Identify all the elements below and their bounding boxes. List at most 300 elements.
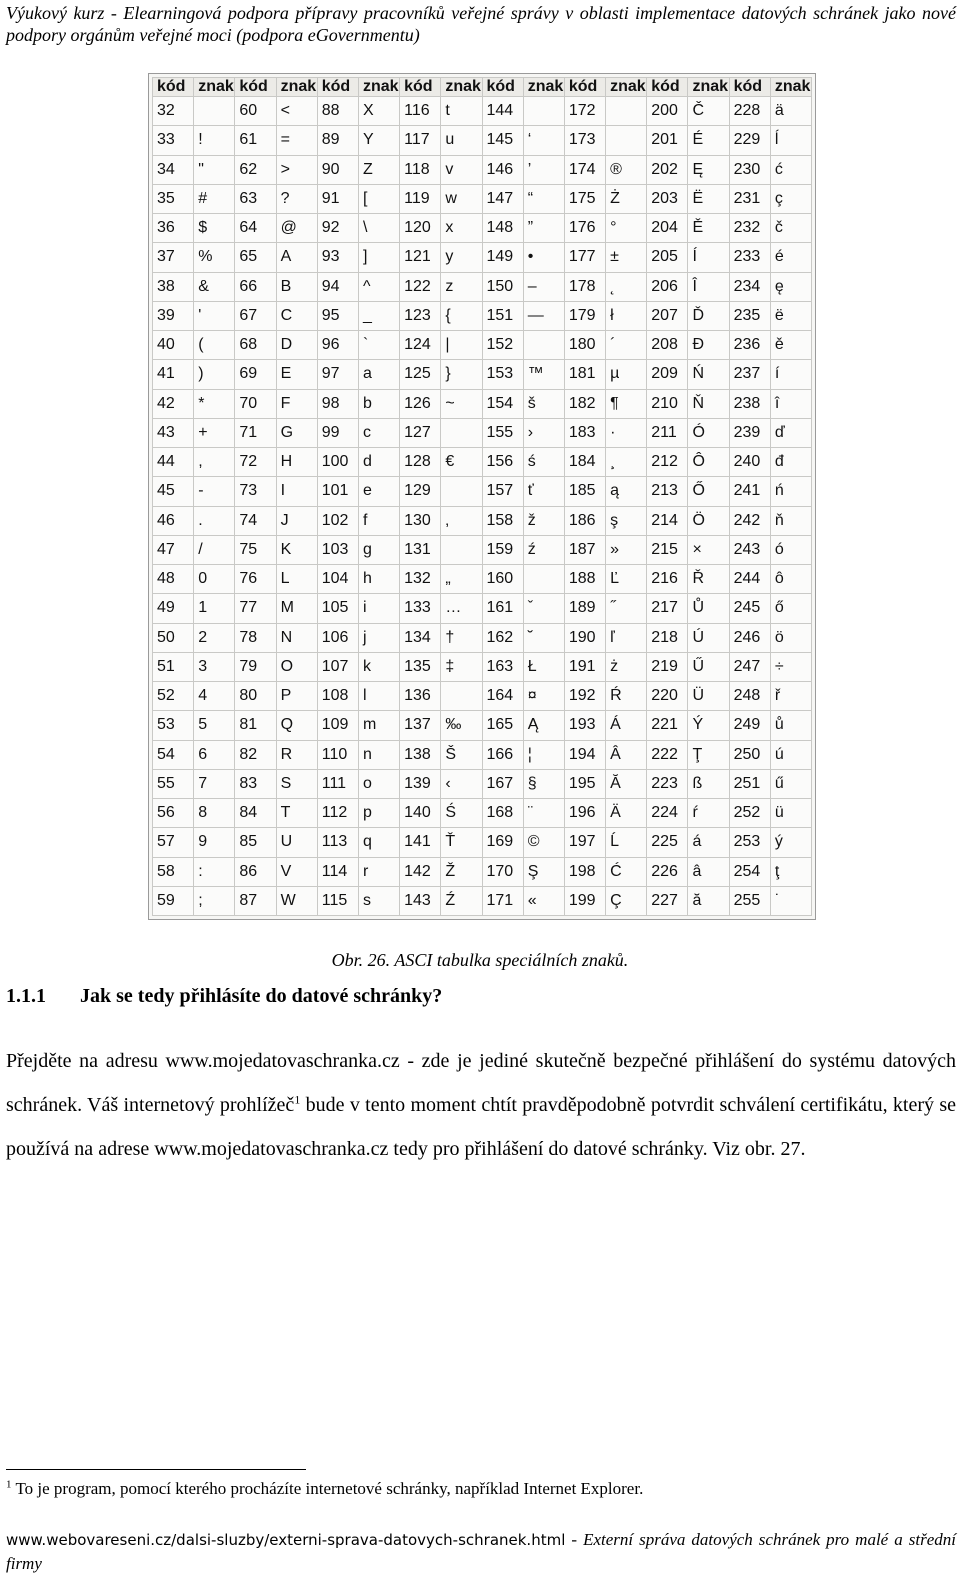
table-row bbox=[153, 126, 812, 155]
code-cell: 131 bbox=[400, 535, 441, 564]
code-cell: 32 bbox=[153, 97, 194, 126]
code-cell: 65 bbox=[235, 243, 276, 272]
char-cell: · bbox=[606, 418, 647, 447]
char-cell: € bbox=[441, 448, 482, 477]
char-cell: L bbox=[276, 565, 317, 594]
header-cell-code: kód bbox=[729, 78, 770, 97]
char-cell: k bbox=[358, 652, 399, 681]
code-cell: 107 bbox=[317, 652, 358, 681]
code-cell: 89 bbox=[317, 126, 358, 155]
code-cell: 123 bbox=[400, 301, 441, 330]
code-cell: 106 bbox=[317, 623, 358, 652]
code-cell: 154 bbox=[482, 389, 523, 418]
table-row bbox=[153, 594, 812, 623]
char-cell: Ă bbox=[606, 769, 647, 798]
char-cell: M bbox=[276, 594, 317, 623]
code-cell: 170 bbox=[482, 857, 523, 886]
char-cell: p bbox=[358, 799, 399, 828]
table-row bbox=[153, 243, 812, 272]
char-cell: ‚ bbox=[441, 506, 482, 535]
table-row bbox=[153, 535, 812, 564]
code-cell: 73 bbox=[235, 477, 276, 506]
char-cell: f bbox=[358, 506, 399, 535]
char-cell: ć bbox=[770, 155, 811, 184]
char-cell: D bbox=[276, 331, 317, 360]
code-cell: 119 bbox=[400, 184, 441, 213]
code-cell: 62 bbox=[235, 155, 276, 184]
char-cell: Ó bbox=[688, 418, 729, 447]
char-cell: ˘ bbox=[523, 623, 564, 652]
code-cell: 112 bbox=[317, 799, 358, 828]
code-cell: 56 bbox=[153, 799, 194, 828]
char-cell: Ű bbox=[688, 652, 729, 681]
char-cell: ž bbox=[523, 506, 564, 535]
char-cell: ° bbox=[606, 214, 647, 243]
char-cell: : bbox=[194, 857, 235, 886]
code-cell: 169 bbox=[482, 828, 523, 857]
char-cell: = bbox=[276, 126, 317, 155]
char-cell: N bbox=[276, 623, 317, 652]
code-cell: 196 bbox=[564, 799, 605, 828]
code-cell: 92 bbox=[317, 214, 358, 243]
char-cell: ˝ bbox=[606, 594, 647, 623]
char-cell: ^ bbox=[358, 272, 399, 301]
code-cell: 252 bbox=[729, 799, 770, 828]
char-cell: ą bbox=[606, 477, 647, 506]
char-cell: e bbox=[358, 477, 399, 506]
code-cell: 104 bbox=[317, 565, 358, 594]
code-cell: 71 bbox=[235, 418, 276, 447]
char-cell: | bbox=[441, 331, 482, 360]
char-cell: T bbox=[276, 799, 317, 828]
paragraph-text-1: Přejděte na adresu www.mojedatovaschranka.cz - zde je jediné skutečně bezpečné přihlášení do systému datových schránek. Váš internetový prohlížeč bbox=[6, 1050, 956, 1116]
code-cell: 187 bbox=[564, 535, 605, 564]
body-paragraph bbox=[6, 1039, 956, 1171]
table-row bbox=[153, 301, 812, 330]
code-cell: 133 bbox=[400, 594, 441, 623]
code-cell: 235 bbox=[729, 301, 770, 330]
code-cell: 83 bbox=[235, 769, 276, 798]
char-cell: ş bbox=[606, 506, 647, 535]
char-cell: / bbox=[194, 535, 235, 564]
char-cell: 8 bbox=[194, 799, 235, 828]
code-cell: 80 bbox=[235, 682, 276, 711]
char-cell: " bbox=[194, 155, 235, 184]
code-cell: 72 bbox=[235, 448, 276, 477]
code-cell: 180 bbox=[564, 331, 605, 360]
code-cell: 198 bbox=[564, 857, 605, 886]
header-cell-code: kód bbox=[153, 78, 194, 97]
char-cell: ň bbox=[770, 506, 811, 535]
code-cell: 171 bbox=[482, 886, 523, 915]
code-cell: 35 bbox=[153, 184, 194, 213]
code-cell: 178 bbox=[564, 272, 605, 301]
char-cell: ĺ bbox=[770, 126, 811, 155]
footnote bbox=[6, 1478, 643, 1500]
table-row bbox=[153, 711, 812, 740]
code-cell: 215 bbox=[647, 535, 688, 564]
char-cell: 2 bbox=[194, 623, 235, 652]
code-cell: 76 bbox=[235, 565, 276, 594]
code-cell: 151 bbox=[482, 301, 523, 330]
code-cell: 33 bbox=[153, 126, 194, 155]
char-cell: R bbox=[276, 740, 317, 769]
code-cell: 207 bbox=[647, 301, 688, 330]
char-cell: ä bbox=[770, 97, 811, 126]
code-cell: 188 bbox=[564, 565, 605, 594]
char-cell: o bbox=[358, 769, 399, 798]
char-cell: Á bbox=[606, 711, 647, 740]
code-cell: 161 bbox=[482, 594, 523, 623]
table-row bbox=[153, 97, 812, 126]
code-cell: 69 bbox=[235, 360, 276, 389]
code-cell: 186 bbox=[564, 506, 605, 535]
header-cell-char: znak bbox=[770, 78, 811, 97]
code-cell: 45 bbox=[153, 477, 194, 506]
code-cell: 217 bbox=[647, 594, 688, 623]
code-cell: 175 bbox=[564, 184, 605, 213]
char-cell: s bbox=[358, 886, 399, 915]
code-cell: 34 bbox=[153, 155, 194, 184]
code-cell: 141 bbox=[400, 828, 441, 857]
table-row bbox=[153, 448, 812, 477]
char-cell: „ bbox=[441, 565, 482, 594]
char-cell: K bbox=[276, 535, 317, 564]
char-cell: Ď bbox=[688, 301, 729, 330]
code-cell: 138 bbox=[400, 740, 441, 769]
code-cell: 50 bbox=[153, 623, 194, 652]
code-cell: 237 bbox=[729, 360, 770, 389]
char-cell: ř bbox=[770, 682, 811, 711]
char-cell: … bbox=[441, 594, 482, 623]
code-cell: 199 bbox=[564, 886, 605, 915]
char-cell bbox=[441, 535, 482, 564]
char-cell: q bbox=[358, 828, 399, 857]
code-cell: 39 bbox=[153, 301, 194, 330]
table-row bbox=[153, 799, 812, 828]
char-cell: B bbox=[276, 272, 317, 301]
code-cell: 165 bbox=[482, 711, 523, 740]
code-cell: 246 bbox=[729, 623, 770, 652]
code-cell: 74 bbox=[235, 506, 276, 535]
char-cell: ; bbox=[194, 886, 235, 915]
code-cell: 93 bbox=[317, 243, 358, 272]
code-cell: 173 bbox=[564, 126, 605, 155]
code-cell: 108 bbox=[317, 682, 358, 711]
table-row bbox=[153, 418, 812, 447]
char-cell: Í bbox=[688, 243, 729, 272]
char-cell: x bbox=[441, 214, 482, 243]
char-cell bbox=[523, 331, 564, 360]
char-cell: đ bbox=[770, 448, 811, 477]
code-cell: 57 bbox=[153, 828, 194, 857]
code-cell: 149 bbox=[482, 243, 523, 272]
code-cell: 115 bbox=[317, 886, 358, 915]
table-row bbox=[153, 623, 812, 652]
char-cell: ů bbox=[770, 711, 811, 740]
code-cell: 203 bbox=[647, 184, 688, 213]
table-row bbox=[153, 506, 812, 535]
code-cell: 79 bbox=[235, 652, 276, 681]
code-cell: 241 bbox=[729, 477, 770, 506]
code-cell: 245 bbox=[729, 594, 770, 623]
char-cell: + bbox=[194, 418, 235, 447]
char-cell: , bbox=[194, 448, 235, 477]
code-cell: 43 bbox=[153, 418, 194, 447]
char-cell: ł bbox=[606, 301, 647, 330]
char-cell: ¸ bbox=[606, 448, 647, 477]
char-cell: ý bbox=[770, 828, 811, 857]
code-cell: 223 bbox=[647, 769, 688, 798]
char-cell: “ bbox=[523, 184, 564, 213]
code-cell: 142 bbox=[400, 857, 441, 886]
code-cell: 191 bbox=[564, 652, 605, 681]
section-heading bbox=[6, 984, 442, 1008]
table-row bbox=[153, 769, 812, 798]
char-cell: ż bbox=[606, 652, 647, 681]
code-cell: 238 bbox=[729, 389, 770, 418]
code-cell: 189 bbox=[564, 594, 605, 623]
code-cell: 68 bbox=[235, 331, 276, 360]
code-cell: 172 bbox=[564, 97, 605, 126]
char-cell: ` bbox=[358, 331, 399, 360]
code-cell: 77 bbox=[235, 594, 276, 623]
table-row bbox=[153, 740, 812, 769]
char-cell: c bbox=[358, 418, 399, 447]
table-row bbox=[153, 477, 812, 506]
char-cell: â bbox=[688, 857, 729, 886]
code-cell: 224 bbox=[647, 799, 688, 828]
char-cell: Ľ bbox=[606, 565, 647, 594]
char-cell: § bbox=[523, 769, 564, 798]
char-cell: ¶ bbox=[606, 389, 647, 418]
code-cell: 195 bbox=[564, 769, 605, 798]
char-cell: a bbox=[358, 360, 399, 389]
char-cell: { bbox=[441, 301, 482, 330]
char-cell: - bbox=[194, 477, 235, 506]
code-cell: 60 bbox=[235, 97, 276, 126]
char-cell: Ě bbox=[688, 214, 729, 243]
code-cell: 197 bbox=[564, 828, 605, 857]
page-header: Výukový kurz - Elearningová podpora přípravy pracovníků veřejné správy v oblasti implementace datových schránek jako nové podpory orgánům veřejné moci (podpora eGovernmentu) bbox=[6, 3, 956, 45]
code-cell: 210 bbox=[647, 389, 688, 418]
char-cell: É bbox=[688, 126, 729, 155]
char-cell: ® bbox=[606, 155, 647, 184]
code-cell: 53 bbox=[153, 711, 194, 740]
char-cell: w bbox=[441, 184, 482, 213]
code-cell: 49 bbox=[153, 594, 194, 623]
code-cell: 248 bbox=[729, 682, 770, 711]
code-cell: 181 bbox=[564, 360, 605, 389]
code-cell: 55 bbox=[153, 769, 194, 798]
table-row bbox=[153, 857, 812, 886]
char-cell: ¨ bbox=[523, 799, 564, 828]
code-cell: 64 bbox=[235, 214, 276, 243]
char-cell: r bbox=[358, 857, 399, 886]
table-row bbox=[153, 886, 812, 915]
char-cell: Ú bbox=[688, 623, 729, 652]
char-cell: ‰ bbox=[441, 711, 482, 740]
header-cell-char: znak bbox=[441, 78, 482, 97]
code-cell: 163 bbox=[482, 652, 523, 681]
code-cell: 134 bbox=[400, 623, 441, 652]
char-cell: \ bbox=[358, 214, 399, 243]
code-cell: 216 bbox=[647, 565, 688, 594]
code-cell: 255 bbox=[729, 886, 770, 915]
code-cell: 236 bbox=[729, 331, 770, 360]
header-cell-char: znak bbox=[194, 78, 235, 97]
code-cell: 105 bbox=[317, 594, 358, 623]
char-cell: ] bbox=[358, 243, 399, 272]
code-cell: 194 bbox=[564, 740, 605, 769]
code-cell: 145 bbox=[482, 126, 523, 155]
char-cell: Đ bbox=[688, 331, 729, 360]
code-cell: 153 bbox=[482, 360, 523, 389]
char-cell: $ bbox=[194, 214, 235, 243]
char-cell: Ř bbox=[688, 565, 729, 594]
code-cell: 59 bbox=[153, 886, 194, 915]
code-cell: 67 bbox=[235, 301, 276, 330]
code-cell: 212 bbox=[647, 448, 688, 477]
code-cell: 82 bbox=[235, 740, 276, 769]
footnote-text: To je program, pomocí kterého procházíte internetové schránky, například Internet Explorer. bbox=[11, 1479, 644, 1498]
char-cell: ô bbox=[770, 565, 811, 594]
char-cell: ˇ bbox=[523, 594, 564, 623]
code-cell: 124 bbox=[400, 331, 441, 360]
code-cell: 233 bbox=[729, 243, 770, 272]
char-cell: š bbox=[523, 389, 564, 418]
header-cell-char: znak bbox=[358, 78, 399, 97]
code-cell: 157 bbox=[482, 477, 523, 506]
code-cell: 155 bbox=[482, 418, 523, 447]
code-cell: 102 bbox=[317, 506, 358, 535]
char-cell: Ů bbox=[688, 594, 729, 623]
code-cell: 40 bbox=[153, 331, 194, 360]
char-cell: Y bbox=[358, 126, 399, 155]
char-cell: H bbox=[276, 448, 317, 477]
char-cell: 3 bbox=[194, 652, 235, 681]
char-cell: C bbox=[276, 301, 317, 330]
code-cell: 143 bbox=[400, 886, 441, 915]
code-cell: 140 bbox=[400, 799, 441, 828]
code-cell: 78 bbox=[235, 623, 276, 652]
code-cell: 36 bbox=[153, 214, 194, 243]
code-cell: 98 bbox=[317, 389, 358, 418]
code-cell: 159 bbox=[482, 535, 523, 564]
code-cell: 221 bbox=[647, 711, 688, 740]
code-cell: 204 bbox=[647, 214, 688, 243]
code-cell: 46 bbox=[153, 506, 194, 535]
code-cell: 218 bbox=[647, 623, 688, 652]
char-cell: 6 bbox=[194, 740, 235, 769]
char-cell: * bbox=[194, 389, 235, 418]
code-cell: 118 bbox=[400, 155, 441, 184]
code-cell: 200 bbox=[647, 97, 688, 126]
table-row bbox=[153, 652, 812, 681]
char-cell: v bbox=[441, 155, 482, 184]
char-cell: W bbox=[276, 886, 317, 915]
char-cell: 1 bbox=[194, 594, 235, 623]
footnote-separator bbox=[6, 1469, 306, 1470]
code-cell: 103 bbox=[317, 535, 358, 564]
code-cell: 117 bbox=[400, 126, 441, 155]
footer-link[interactable]: www.webovareseni.cz/dalsi-sluzby/externi-sprava-datovych-schranek.html bbox=[6, 1531, 566, 1549]
char-cell: — bbox=[523, 301, 564, 330]
code-cell: 177 bbox=[564, 243, 605, 272]
char-cell: U bbox=[276, 828, 317, 857]
code-cell: 247 bbox=[729, 652, 770, 681]
table-row bbox=[153, 828, 812, 857]
char-cell: • bbox=[523, 243, 564, 272]
char-cell: ’ bbox=[523, 155, 564, 184]
char-cell: ü bbox=[770, 799, 811, 828]
char-cell: ź bbox=[523, 535, 564, 564]
char-cell: í bbox=[770, 360, 811, 389]
char-cell: g bbox=[358, 535, 399, 564]
header-cell-code: kód bbox=[317, 78, 358, 97]
char-cell: 0 bbox=[194, 565, 235, 594]
char-cell: † bbox=[441, 623, 482, 652]
header-cell-char: znak bbox=[606, 78, 647, 97]
char-cell: ( bbox=[194, 331, 235, 360]
code-cell: 249 bbox=[729, 711, 770, 740]
code-cell: 244 bbox=[729, 565, 770, 594]
char-cell: ń bbox=[770, 477, 811, 506]
char-cell: – bbox=[523, 272, 564, 301]
code-cell: 95 bbox=[317, 301, 358, 330]
char-cell: Ż bbox=[606, 184, 647, 213]
char-cell: j bbox=[358, 623, 399, 652]
code-cell: 94 bbox=[317, 272, 358, 301]
char-cell: ă bbox=[688, 886, 729, 915]
header-cell-code: kód bbox=[482, 78, 523, 97]
code-cell: 84 bbox=[235, 799, 276, 828]
char-cell: ű bbox=[770, 769, 811, 798]
code-cell: 152 bbox=[482, 331, 523, 360]
char-cell: P bbox=[276, 682, 317, 711]
char-cell: ë bbox=[770, 301, 811, 330]
code-cell: 160 bbox=[482, 565, 523, 594]
char-cell: Č bbox=[688, 97, 729, 126]
char-cell: ” bbox=[523, 214, 564, 243]
char-cell: Ń bbox=[688, 360, 729, 389]
char-cell bbox=[606, 126, 647, 155]
char-cell: ± bbox=[606, 243, 647, 272]
code-cell: 193 bbox=[564, 711, 605, 740]
code-cell: 113 bbox=[317, 828, 358, 857]
code-cell: 122 bbox=[400, 272, 441, 301]
code-cell: 135 bbox=[400, 652, 441, 681]
char-cell: Ç bbox=[606, 886, 647, 915]
char-cell: Ä bbox=[606, 799, 647, 828]
char-cell: č bbox=[770, 214, 811, 243]
char-cell bbox=[194, 97, 235, 126]
code-cell: 182 bbox=[564, 389, 605, 418]
code-cell: 202 bbox=[647, 155, 688, 184]
char-cell: ľ bbox=[606, 623, 647, 652]
code-cell: 136 bbox=[400, 682, 441, 711]
code-cell: 61 bbox=[235, 126, 276, 155]
code-cell: 47 bbox=[153, 535, 194, 564]
code-cell: 231 bbox=[729, 184, 770, 213]
table-row bbox=[153, 565, 812, 594]
code-cell: 58 bbox=[153, 857, 194, 886]
char-cell: ˛ bbox=[606, 272, 647, 301]
char-cell: ě bbox=[770, 331, 811, 360]
char-cell: ó bbox=[770, 535, 811, 564]
paragraph-text-2: bude v tento moment chtít pravděpodobně potvrdit schválení certifikátu, který se používá na adrese www.mojedatovaschranka.cz tedy pro přihlášení do datové schránky. Viz obr. 27. bbox=[6, 1094, 956, 1160]
char-cell: ´ bbox=[606, 331, 647, 360]
